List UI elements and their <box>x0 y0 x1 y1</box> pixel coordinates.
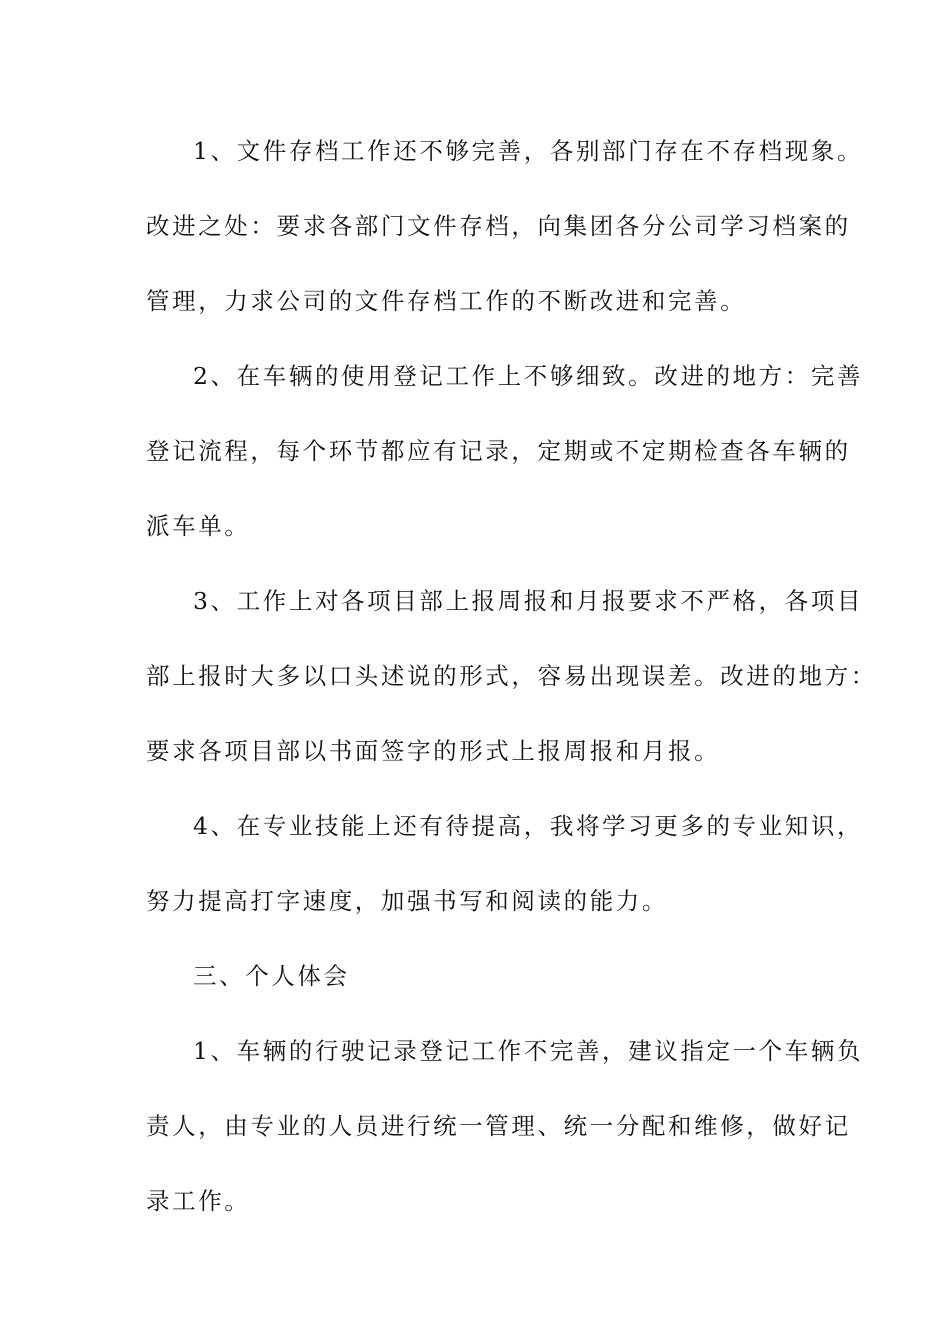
paragraph-5-line-1: 1、车辆的行驶记录登记工作不完善，建议指定一个车辆负 <box>193 1037 864 1065</box>
paragraph-3-line-2: 部上报时大多以口头述说的形式，容易出现误差。改进的地方： <box>146 662 877 690</box>
paragraph-1-line-3: 管理，力求公司的文件存档工作的不断改进和完善。 <box>146 287 747 315</box>
paragraph-3-line-3: 要求各项目部以书面签字的形式上报周报和月报。 <box>146 737 721 765</box>
paragraph-1-line-1: 1、文件存档工作还不够完善，各别部门存在不存档现象。 <box>193 137 864 165</box>
paragraph-5-line-3: 录工作。 <box>146 1187 251 1215</box>
section-heading: 三、个人体会 <box>193 962 350 990</box>
paragraph-2-line-3: 派车单。 <box>146 512 251 540</box>
paragraph-4-line-2: 努力提高打字速度，加强书写和阅读的能力。 <box>146 887 668 915</box>
paragraph-1-line-2: 改进之处：要求各部门文件存档，向集团各分公司学习档案的 <box>146 212 851 240</box>
paragraph-5-line-2: 责人，由专业的人员进行统一管理、统一分配和维修，做好记 <box>146 1112 851 1140</box>
paragraph-2-line-2: 登记流程，每个环节都应有记录，定期或不定期检查各车辆的 <box>146 437 851 465</box>
paragraph-4-line-1: 4、在专业技能上还有待提高，我将学习更多的专业知识， <box>193 812 864 840</box>
paragraph-3-line-1: 3、工作上对各项目部上报周报和月报要求不严格，各项目 <box>193 587 864 615</box>
paragraph-2-line-1: 2、在车辆的使用登记工作上不够细致。改进的地方：完善 <box>193 362 864 390</box>
